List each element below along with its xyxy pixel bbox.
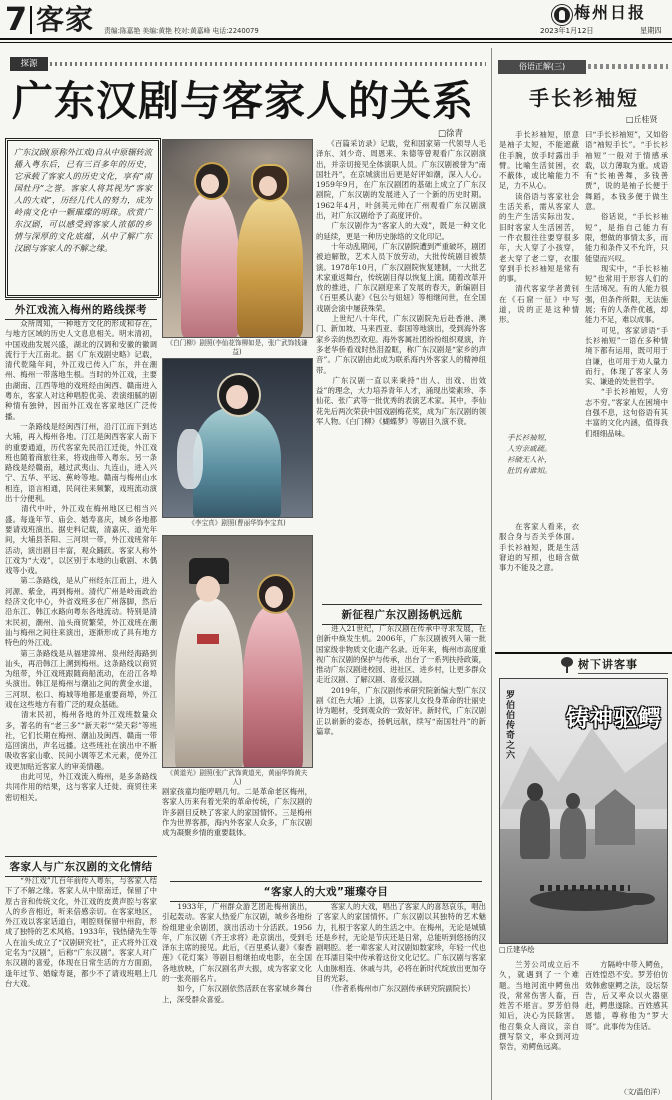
story-source: （文/温伯洋） xyxy=(620,1088,665,1096)
photo-libaozhen xyxy=(162,358,313,518)
proverb-byline: □丘桂贤 xyxy=(626,115,658,124)
newspaper-name: 梅州日报 xyxy=(574,3,647,22)
section-name: 客家 xyxy=(36,3,95,36)
verse-line: 手长衫袖短， xyxy=(507,433,552,442)
verse-line: 衫破无人补， xyxy=(507,455,552,464)
section-text-big-opera-left: 1933年，广州群众游艺团赴梅州演出，引起轰动。客家人热爱广东汉剧，城乡各地纷纷组建业余剧团，演出活动十分活跃。1956年，广东汉剧《齐王求将》赴京演出，受到毛泽东主席的接见。此后，《百里奚认妻》《秦香莲》《花灯案》等剧目相继拍成电影，在全国各地放映，广东汉剧名声大振，成为客家文化的一张亮丽名片。 如今，广东汉剧依然活跃在客家城乡舞台上，深受群众喜爱。 xyxy=(162,902,312,1004)
section-heading-big-opera: “客家人的大戏”璀璨夺目 xyxy=(170,881,482,902)
section-text-big-opera-right: 客家人的大戏，唱出了客家人的喜怒哀乐，唱出了客家人的家国情怀。广东汉剧以其独特的艺术魅力，扎根于客家人的生活之中。在梅州，无论是城镇还是乡村，无论是节庆还是日常，总能听到悠扬的汉剧唱腔。老一辈客家人对汉剧如数家珍，年轻一代也在耳濡目染中传承着这份文化记忆。广东汉剧与客家人血脉相连、休戚与共，必将在新时代绽放出更加夺目的光彩。 （作者系梅州市广东汉剧传承研究院副院长） xyxy=(316,902,486,994)
proverb-text-a2: 在客家人看来，衣服合身与否关乎体面。手长衫袖短，既是生活窘迫的写照，也暗含做事力不能及之意。 xyxy=(499,522,579,573)
photo-huangdaoguang xyxy=(162,535,313,768)
editorial-staff: 责编:陈嘉艳 美编:黄艳 校对:黄嘉峰 电话:2240079 xyxy=(104,27,259,35)
section-heading-culture: 客家人与广东汉剧的文化情结 xyxy=(5,856,157,877)
story-text-b: 方隔岭中带入鳄鱼，百姓惶恐不安。罗芳伯仿效韩愈驱鳄之法，设坛祭告，后又率众以火器驱赶，鳄患遂除。百姓感其恩德，尊称他为“罗大哥”。此事传为佳话。 xyxy=(585,960,668,1031)
column-tag: 探源 xyxy=(10,57,48,71)
section-heading-routes: 外江戏流入梅州的路线探考 xyxy=(5,299,157,320)
article-byline: □徐青 xyxy=(438,129,464,139)
photo-baimenliu xyxy=(162,139,313,338)
newspaper-logo-icon xyxy=(552,5,572,25)
section-text-new-journey: 进入21世纪，广东汉剧在传承中寻求发展，在创新中焕发生机。2006年，广东汉剧被列入第一批国家级非物质文化遗产名录。近年来，梅州市高度重视广东汉剧的保护与传承，出台了一系列扶持政策，推动广东汉剧进校园、进社区、进乡村，让更多群众走近汉剧、了解汉剧、喜爱汉剧。 2019年，广东汉剧传承研究院新编大型广东汉剧《红色大埔》上演，以客家儿女投身革命的壮丽史诗为题材，受到观众的一致好评。新时代，广东汉剧正以崭新的姿态，扬帆远航，续写“南国牡丹”的新篇章。 xyxy=(316,624,486,736)
article-middle-text: 《百篇采访录》记载，党和国家第一代领导人毛泽东、刘少奇、周恩来、朱德等曾观看广东汉剧演出，并亲切接见全体演职人员。广东汉剧被誉为“南国牡丹”，在京城演出后更是好评如潮，深入人心。1959年9月，在广东汉剧团的基础上成立了广东汉剧院，广东汉剧的发展进入了一个新的历史时期。1962年4月，叶剑英元帅在广州观看广东汉剧演出，对广东汉剧给予了高度评价。 广东汉剧作为“客家人的大戏”，既是一种文化的延续，更是一种历史脉络的文化印记。 十年动乱期间，广东汉剧院遭到严重破坏，剧团被迫解散，艺术人员下放劳动，大批传统剧目被禁演。1978年10月，广东汉剧院恢复建制，一大批艺术家重返舞台，传统剧目得以恢复上演。随着改革开放的推进，广东汉剧迎来了发展的春天，新编剧目《百里奚认妻》《包公与妞妞》等相继问世，在全国戏剧会演中屡获殊荣。 上世纪八十年代，广东汉剧院先后赴香港、澳门、新加坡、马来西亚、泰国等地演出，受到海外客家乡亲的热烈欢迎。海外客属社团纷纷组织观演，许多老华侨看戏时热泪盈眶，称广东汉剧是“家乡的声音”。广东汉剧由此成为联系海内外客家人的精神纽带。 广东汉剧一直以来秉持“出人、出戏、出效益”的理念，大力培养青年人才，涌现出梁素珍、李仙花、张广武等一批优秀的表演艺术家。其中，李仙花先后两次荣获中国戏剧梅花奖，成为广东汉剧的领军人物。《白门柳》《蝴蝶梦》等剧目久演不衰。 xyxy=(316,139,486,427)
decorative-band xyxy=(588,64,668,69)
photo-caption-1: 《白门柳》剧照(李仙花饰柳如是，张广武饰钱谦益) xyxy=(166,339,308,356)
section-heading-new-journey: 新征程广东汉剧扬帆远航 xyxy=(322,604,482,625)
column-separator xyxy=(491,48,492,1100)
page-number: 7 xyxy=(4,0,28,38)
header-rule xyxy=(0,38,672,40)
header-divider xyxy=(30,6,32,34)
story-text-a: 兰芳公司成立后不久，就遇到了一个难题。当地河流中鳄鱼出没，常常伤害人畜，百姓苦不堪言。罗芳伯得知后，决心为民除害。他召集众人商议，亲自撰写祭文，率众到河边祭告，劝鳄鱼远离。 xyxy=(499,960,579,1052)
proverb-series-tag: 俗语正解(三) xyxy=(498,60,586,74)
story-banner: 树下讲客事 xyxy=(578,657,668,674)
proverb-text-b: 曰“手长衫袖短”，又如俗语“袖短手长”。“手长衫袖短”一般对于情感承载，以力薄取为重。成语有“长袖善舞，多钱善贾”，说的是袖子长便于舞蹈，本钱多便于做生意。 俗话说，“手长衫袖短”，是指自己能力有限，想做的事情太多，而能力和条件又不允许，只能望而兴叹。 现实中，“手长衫袖短”也常用于形容人们的生活境况。有的人能力很强，但条件所限，无法施展；有的人条件优越，却能力不足，难以成事。 可见，客家谚语“手长衫袖短”一语在多种情境下都有运用，既可用于自谦，也可用于劝人量力而行，体现了客家人务实、谦逊的处世哲学。 “手长衫袖短，人穷志不穷。”客家人在困境中自强不息，这句俗语有其丰富的文化内涵，值得我们细细品味。 xyxy=(585,130,668,438)
header-rule-thin xyxy=(0,42,672,43)
decorative-band xyxy=(50,62,486,66)
story-series: 罗伯伯传奇之六 xyxy=(504,690,514,760)
section-rule xyxy=(495,652,672,654)
issue-weekday: 星期四 xyxy=(640,26,662,35)
verse-line: 人穷亲戚疏。 xyxy=(507,444,552,453)
proverb-text-a: 手长衫袖短，原意是袖子太短，不能遮蔽住手腕，放手时露出手臂。比喻生活贫困，衣不蔽体，或比喻能力不足，力不从心。 读俗语与客家社会生活关系，需从客家人的生产生活实际出发。旧时客家人生活困苦，一件衣服往往要穿很多年，大人穿了小孩穿，老大穿了老二穿，衣服穿到手长衫袖短是常有的事。 清代客家学者黄钊在《石窟一征》中写道，说的正是这种情形。 xyxy=(499,130,579,325)
article-intro-box: 广东汉剧(原称外江戏)自从中原辗转流播入粤东后，已有三百多年的历史，它承载了客家人的历史文化，享有“南国牡丹”之誉。客家人将其视为“客家人的大戏”，历经几代人的努力，成为岭南文化中一颗璀璨的明珠。欣赏广东汉剧，可以感受到客家人浓郁的乡情与深厚的文化底蕴，从中了解广东汉剧与客家人的不解之缘。 xyxy=(5,138,161,298)
illustration-credit: □丘建华绘 xyxy=(499,945,535,954)
photo-caption-3: 《黄道光》剧照(张广武饰黄道光，黄丽华饰黄夫人) xyxy=(166,769,308,785)
issue-date: 2023年1月12日 xyxy=(540,26,594,35)
section-text-culture: “外江戏”几百年前传入粤东，与客家人结下了不解之缘。客家人从中原南迁，保留了中原古音和传统文化，外江戏的皮黄声腔与客家人的乡音相近，听来倍感亲切。在客家地区，外江戏以客家话道白，唱腔则保留中州韵，形成了独特的艺术风格。1933年，钱热储先生等人在汕头成立了“汉剧研究社”，正式将外江戏定名为“汉剧”，后称“广东汉剧”。客家人对广东汉剧的喜爱，体现在日常生活的方方面面，逢年过节、婚嫁寿诞，都少不了请戏班唱上几台大戏。 xyxy=(5,876,157,988)
text-under-photo: 剧家孩童均能哼唱几句。二是革命老区梅州，客家人历来有着光荣的革命传统，广东汉剧的许多剧目反映了客家人的家国情怀。三是梅州作为世界客都，海内外客家人众多，广东汉剧成为凝聚乡情的重要载体。 xyxy=(162,787,312,838)
tree-icon xyxy=(560,657,574,673)
proverb-verse xyxy=(499,432,579,516)
article-title: 广东汉剧与客家人的关系 xyxy=(12,77,474,125)
story-title: 铸神驱鳄 xyxy=(566,706,662,732)
section-text-routes: 众所周知，一种地方文化的形成和存在，与地方区域的历史人文息息相关。明末清初，中国戏曲发展兴盛，湖北的汉调和安徽的徽调流行于大江南北。据《广东戏剧史略》记载，清代乾隆年间，外江戏已传入广东，并在潮州、梅州一带落地生根。当时的外江戏，主要由湖南、江西等地的戏班经由闽西、赣南进入粤东，客家人对这种唱腔优美、表演细腻的剧种情有独钟，因而外江戏在客家地区广泛传播。 一条路线是经闽西汀州，沿汀江而下到达大埔，再入梅州各地。汀江是闽西客家人南下的重要通道，历代客家先民沿江迁徙，外江戏班也随着商旅往来，将戏曲带入粤东。另一条路线是经赣南，越过武夷山、九连山，进入兴宁、五华、平远、蕉岭等地。赣南与梅州山水相连，语言相通，民间往来频繁，戏班流动演出十分便利。 清代中叶，外江戏在梅州地区已相当兴盛。每逢年节、庙会、婚寿喜庆，城乡各地都要请戏班演出。据史料记载，清嘉庆、道光年间，大埔县茶阳、三河坝一带，外江戏班常年活动，演出剧目丰富，观众踊跃。客家人称外江戏为“大戏”，以区别于本地的山歌剧、木偶戏等小戏。 第二条路线，是从广州经东江而上，进入河源、紫金，再到梅州。清代广州是岭南政治经济文化中心，外省戏班多在广州落脚，然后沿东江、韩江水路向粤东各地流动。特别是清末民初，潮州、汕头商贸繁荣，外江戏班在潮汕与梅州之间往来演出，逐渐形成了具有地方特色的外江戏。 第三条路线是从福建漳州、泉州经海路到汕头，再沿韩江上溯到梅州。这条路线以商贸为纽带，外江戏班跟随商船流动，在沿江各埠头演出。韩江是梅州与潮汕之间的黄金水道，三河坝、松口、梅城等地都是重要商埠，外江戏在这些地方有着广泛的观众基础。 清末民初，梅州各地的外江戏班数量众多，著名的有“老三多”“新天彩”“荣天彩”等班社，它们长期在梅州、潮汕及闽西、赣南一带巡回演出，声名远播。这些班社在演出中不断吸收客家山歌、民间小调等艺术元素，使外江戏更加贴近客家人的审美情趣。 由此可见，外江戏流入梅州，是多条路线共同作用的结果，这与客家人迁徙、商贸往来密切相关。 xyxy=(5,319,157,802)
proverb-title: 手长衫袖短 xyxy=(529,86,639,110)
photo-caption-2: 《李宝真》剧照(曹丽华饰李宝真) xyxy=(188,519,286,527)
verse-line: 肚饥有谁知。 xyxy=(507,466,552,475)
